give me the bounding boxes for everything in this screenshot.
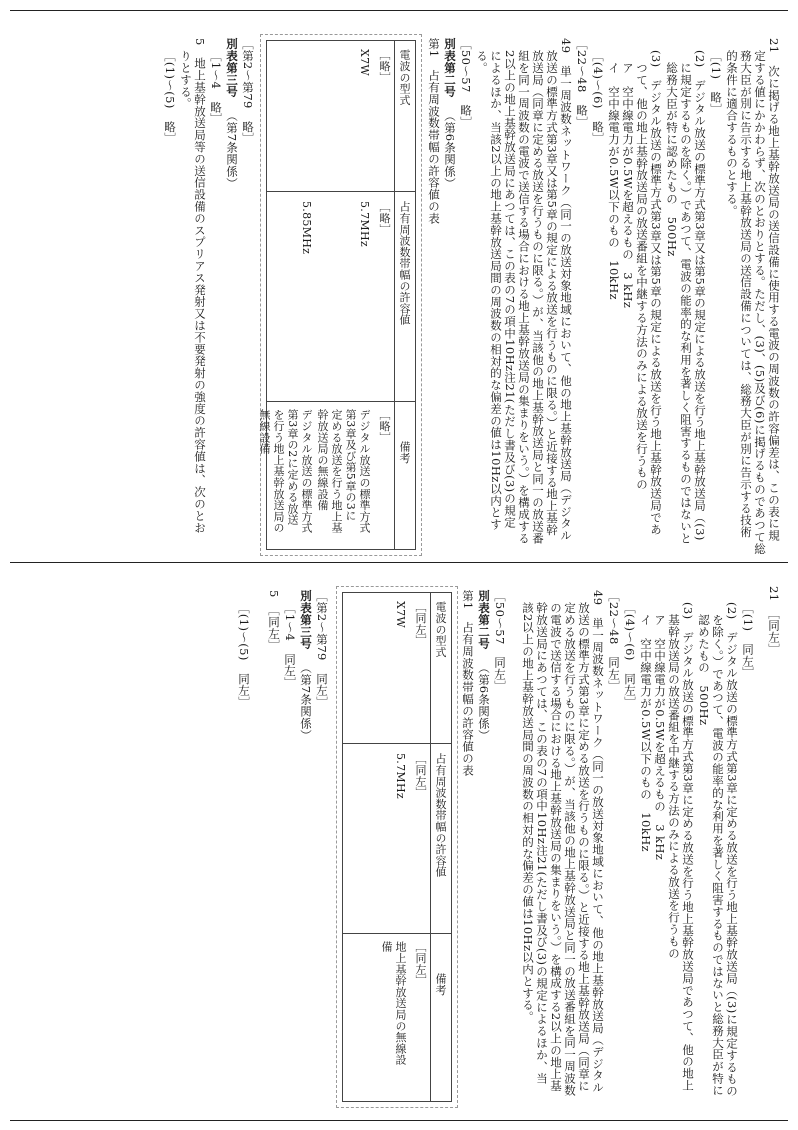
b-item-21-2-line-2: を除く。）であつて、電波の能率的な利用を著しく阻害するものではないと総務大臣が特に	[711, 614, 725, 1097]
b-table3-1-5: ［(1)〜(5) 同左］	[237, 602, 251, 709]
r2-bandwidth: 5.85MHz	[300, 201, 313, 255]
th-type: 電波の型式	[398, 49, 411, 106]
amended-panel	[14, 14, 784, 558]
b-table2-header-rule	[430, 593, 431, 1101]
item-49-line-4: 組を同一周波数の電波で送信する場合における地上基幹放送局の集まりをいう。）を構成する	[517, 50, 531, 545]
b-table3-ref: （第7条関係）	[299, 662, 313, 742]
item-49-line-7: る。	[475, 50, 489, 74]
b-table2-ref: （第6条関係）	[477, 662, 491, 742]
b-item-49-line-3: 定める放送を行うものに限る。）が、当該他の地上基幹放送局と同一の放送番組を同一周波数	[563, 602, 577, 1097]
item-21-2-line-1: (2) デジタル放送の標準方式第3章又は第5章の規定による放送を行う地上基幹放送局（(3)	[693, 50, 707, 541]
b-item-21-4-6: ［(4)〜(6) 同左］	[623, 602, 637, 709]
b-r1-type: X7W	[394, 601, 407, 629]
current-panel	[14, 566, 784, 1118]
r2-note-4: 無線設備	[258, 409, 271, 455]
r0-note: ［略］	[378, 409, 391, 443]
item-21-2-line-2: に規定するものを除く。）であつて、電波の能率的な利用を著しく阻害するものではないと	[679, 62, 693, 545]
r1-note-1: デジタル放送の標準方式	[358, 409, 371, 534]
b-table2-tail: ［第2〜第79 同左］	[315, 590, 329, 709]
b-r1-bandwidth: 5.7MHz	[394, 753, 407, 799]
table2-col-rule-1	[267, 191, 415, 192]
item-21-line-3: 務大臣が別に告示する地上基幹放送局の送信設備については、総務大臣が別に告示する技術	[739, 50, 753, 538]
item-21-3-a: ア 空中線電力が0.5Wを超えるもの 3 kHz	[621, 62, 635, 309]
item-21-1: ［(1) 略］	[709, 50, 723, 116]
b-table2-subtitle: 第1 占有周波数帯幅の許容値の表	[461, 590, 475, 777]
r2-note-1: デジタル放送の標準方式	[300, 409, 313, 534]
b-item-21-1: ［(1) 同左］	[741, 602, 755, 679]
b-r1-note-2: 備	[380, 941, 393, 953]
b-r0-bandwidth: ［同左］	[414, 753, 427, 799]
item-49-line-2: 放送の標準方式第3章又は第5章の規定による放送を行うものに限る。）と近接する地上基幹	[545, 50, 559, 536]
table3-ref: （第7条関係）	[225, 110, 239, 190]
b-item-21-3-line-2: 基幹放送局の放送番組を中継する方法のみによる放送を行うもの	[667, 614, 681, 960]
table3-5-line-1: 5 地上基幹放送局等の送信設備のスプリアス発射又は不要発射の強度の許容値は、次のとお	[193, 38, 207, 534]
item-21-line-4: 的条件に適合するものとする。	[725, 50, 739, 217]
item-49-line-5: 2以上の地上基幹放送局にあつては、この表の7の項中10Hz注21(ただし書及び(3)の規定	[503, 50, 517, 529]
b-th-note: 備考	[434, 973, 447, 996]
item-21-4-6: ［(4)〜(6) 略］	[591, 50, 605, 145]
r0-type: ［略］	[378, 49, 391, 83]
item-21-3-line-1: (3) デジタル放送の標準方式第3章又は第5章の規定による放送を行う地上基幹放送局であ	[649, 50, 663, 536]
table2-subtitle: 第1 占有周波数帯幅の許容値の表	[427, 38, 441, 225]
table3-1-5: ［(1)〜(5) 略］	[163, 50, 177, 145]
item-50-57: ［50〜57 略］	[459, 38, 473, 129]
item-49-line-6: によるほか、当該2以上の地上基幹放送局間の周波数の相対的な偏差の値は10Hz以内とす	[489, 50, 503, 531]
b-item-49-line-4: の電波で送信する場合における地上基幹放送局の集まりをいう。）を構成する2以上の地上基	[549, 602, 563, 1092]
table2-ref: （第6条関係）	[443, 110, 457, 190]
r1-note-2: 第3章及び第5章の3に	[344, 409, 357, 522]
r0-bandwidth: ［略］	[378, 201, 391, 235]
b-table2	[342, 592, 452, 1102]
b-item-49-line-6: 該2以上の地上基幹放送局間の周波数の相対的な偏差の値は10Hz以内とする。	[521, 602, 535, 1023]
table3-title: 別表第三号	[225, 38, 239, 98]
table3-1-4: ［1〜4 略］	[209, 50, 223, 125]
b-item-49-line-1: 49 単一周波数ネットワーク（同一の放送対象地域において、他の地上基幹放送局（デジタル	[591, 590, 605, 1094]
top-border	[10, 10, 788, 11]
item-21-3-line-2: つて、他の地上基幹放送局の放送番組を中継する方法のみによる放送を行うもの	[635, 62, 649, 491]
bottom-border	[10, 1120, 788, 1121]
th-bandwidth: 占有周波数帯幅の許容値	[398, 201, 411, 326]
b-item-21: 21 ［同左］	[767, 586, 781, 656]
divider-rule	[10, 562, 788, 563]
table2-tail: ［第2〜第79 略］	[241, 38, 255, 145]
b-th-type: 電波の型式	[434, 601, 447, 658]
r2-note-2: 第3章の2に定める放送	[286, 409, 299, 526]
b-table2-col-rule-1	[343, 743, 451, 744]
b-item-49-line-5: 幹放送局にあつては、この表の7の項中10Hz注21(ただし書及び(3)の規定によるほか、当	[535, 602, 549, 1085]
item-49-line-1: 49 単一周波数ネットワーク（同一の放送対象地域において、他の地上基幹放送局（デジタル	[559, 38, 573, 542]
b-item-21-2-line-3: 認めたもの 500Hz	[697, 614, 711, 726]
b-item-21-2-line-1: (2) デジタル放送の標準方式第3章に定める放送を行う地上基幹放送局（(3)に規定するもの	[725, 602, 739, 1097]
r1-note-3: 定める放送を行う地上基	[330, 409, 343, 534]
table2-title: 別表第二号	[443, 38, 457, 98]
item-21-line-1: 21 次に掲げる地上基幹放送局の送信設備に使用する電波の周波数の許容偏差は、この表に規	[767, 38, 781, 542]
r1-bandwidth: 5.7MHz	[358, 201, 371, 247]
r2-note-3: を行う地上基幹放送局の	[272, 409, 285, 534]
th-note: 備考	[398, 441, 411, 464]
b-table3-1-4: ［1〜4 同左］	[283, 602, 297, 689]
item-21-3-b: イ 空中線電力が0.5W以下のもの 10kHz	[607, 62, 621, 300]
b-th-bandwidth: 占有周波数帯幅の許容値	[434, 753, 447, 878]
b-item-49-line-2: 放送の標準方式第3章に定める放送を行うものに限る。）と近接する地上基幹放送局（同章に	[577, 602, 591, 1092]
r1-note-4: 幹放送局の無線設備	[316, 409, 329, 511]
b-table3-title: 別表第三号	[299, 590, 313, 650]
item-21-2-line-3: 総務大臣が特に認めたもの 500Hz	[665, 62, 679, 257]
b-table3-5: 5 ［同左］	[267, 590, 281, 652]
b-item-21-3-b: イ 空中線電力が0.5W以下のもの 10kHz	[639, 614, 653, 852]
table2-col-rule-2	[267, 401, 415, 402]
b-item-50-57: ［50〜57 同左］	[493, 590, 507, 693]
table2-header-rule	[394, 41, 395, 549]
b-table2-col-rule-2	[343, 933, 451, 934]
item-49-line-3: 放送局（同章に定める放送を行うものに限る。）が、当該他の地上基幹放送局と同一の放送番	[531, 50, 545, 545]
b-item-21-3-line-1: (3) デジタル放送の標準方式第3章に定める放送を行う地上基幹放送局であつて、他の地上	[681, 602, 695, 1092]
b-table2-title: 別表第二号	[477, 590, 491, 650]
item-21-line-2: 定する値にかかわらず、次のとおりとする。ただし、(3)、(5)及び(6)に掲げるものであつて総	[753, 50, 767, 555]
b-r0-type: ［同左］	[414, 601, 427, 647]
b-r0-note: ［同左］	[414, 941, 427, 987]
b-r1-note-1: 地上基幹放送局の無線設	[394, 941, 407, 1066]
b-item-21-3-a: ア 空中線電力が0.5Wを超えるもの 3 kHz	[653, 614, 667, 861]
r1-type: X7W	[358, 49, 371, 77]
table3-5-line-2: りとする。	[179, 50, 193, 110]
table2	[258, 40, 416, 550]
b-item-22-48: ［22〜48 同左］	[607, 590, 621, 693]
item-22-48: ［22〜48 略］	[575, 38, 589, 129]
